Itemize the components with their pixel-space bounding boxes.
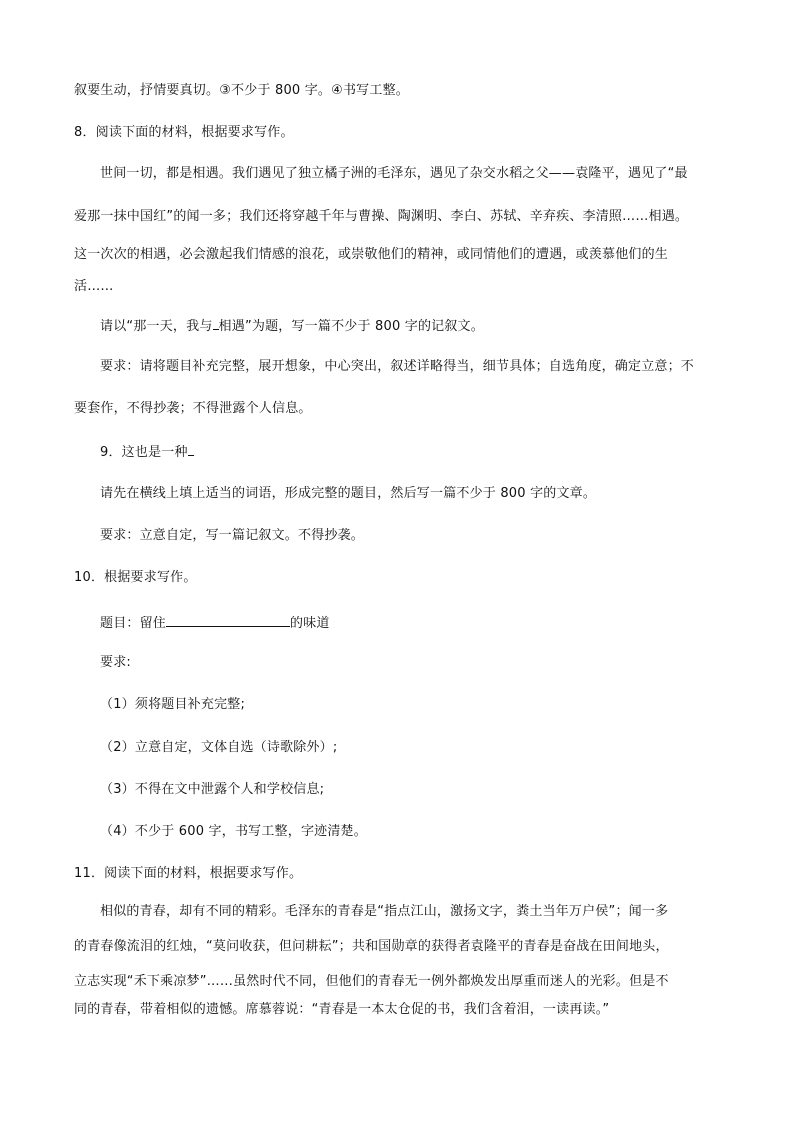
q9-title (100, 442, 194, 462)
q9-title-text: 9．这也是一种 (100, 445, 188, 460)
q10-topic-blank (166, 612, 290, 627)
q10-requirement-2: （2）立意自定，文体自选（诗歌除外）; (100, 740, 338, 755)
q10-topic (100, 612, 330, 633)
q8-material-line3: 这一次次的相遇，必会激起我们情感的浪花，或崇敬他们的精神，或同情他们的遭遇，或羡慕他们的生 (74, 247, 669, 262)
q8-topic-pre: 请以“那一天，我与 (100, 319, 213, 334)
q10-requirements-label: 要求: (100, 655, 131, 670)
q10-requirement-1: （1）须将题目补充完整; (100, 697, 246, 712)
q11-material-line1: 相似的青春，却有不同的精彩。毛泽东的青春是“指点江山，激扬文字，粪土当年万户侯”；闻一多 (100, 904, 669, 919)
q10-title: 10．根据要求写作。 (74, 570, 197, 585)
q8-material-line2: 爱那一抹中国红”的闻一多；我们还将穿越千年与曹操、陶渊明、李白、苏轼、辛弃疾、李清照……相遇。 (74, 209, 689, 224)
q10-topic-pre: 题目：留住 (100, 616, 167, 631)
q8-requirements-line2: 要套作，不得抄袭；不得泄露个人信息。 (74, 401, 312, 416)
q9-title-blank (188, 442, 194, 456)
q10-requirement-3: （3）不得在文中泄露个人和学校信息; (100, 782, 325, 797)
q8-material-line4: 活…… (74, 279, 114, 294)
q8-title: 8．阅读下面的材料，根据要求写作。 (74, 125, 294, 140)
q10-requirement-4: （4）不少于 600 字，书写工整，字迹清楚。 (100, 824, 367, 839)
q10-topic-post: 的味道 (290, 616, 330, 631)
q11-title: 11．阅读下面的材料，根据要求写作。 (74, 866, 303, 881)
q8-topic-post: 相遇”为题，写一篇不少于 800 字的记叙文。 (218, 319, 484, 334)
q8-topic-instruction (100, 316, 484, 336)
q8-material-line1: 世间一切，都是相遇。我们遇见了独立橘子洲的毛泽东，遇见了杂交水稻之父——袁隆平，遇见了“最 (100, 166, 688, 181)
q9-instruction: 请先在横线上填上适当的词语，形成完整的题目，然后写一篇不少于 800 字的文章。 (100, 486, 597, 501)
q11-material-line4: 同的青春，带着相似的遗憾。席慕蓉说：“青春是一本太仓促的书，我们含着泪，一读再读。” (74, 1002, 610, 1017)
q11-material-line3: 立志实现“禾下乘凉梦”……虽然时代不同，但他们的青春无一例外都焕发出厚重而迷人的光彩。但是不 (74, 974, 669, 989)
q9-requirements: 要求：立意自定，写一篇记叙文。不得抄袭。 (100, 528, 365, 543)
prev-question-requirements: 叙要生动，抒情要真切。③不少于 800 字。④书写工整。 (74, 83, 409, 98)
q11-material-line2: 的青春像流泪的红烛，“莫问收获，但问耕耘”；共和国勋章的获得者袁隆平的青春是奋战在田间地头， (74, 939, 669, 954)
q8-requirements-line1: 要求：请将题目补充完整，展开想象，中心突出，叙述详略得当，细节具体；自选角度，确定立意；不 (100, 359, 695, 374)
